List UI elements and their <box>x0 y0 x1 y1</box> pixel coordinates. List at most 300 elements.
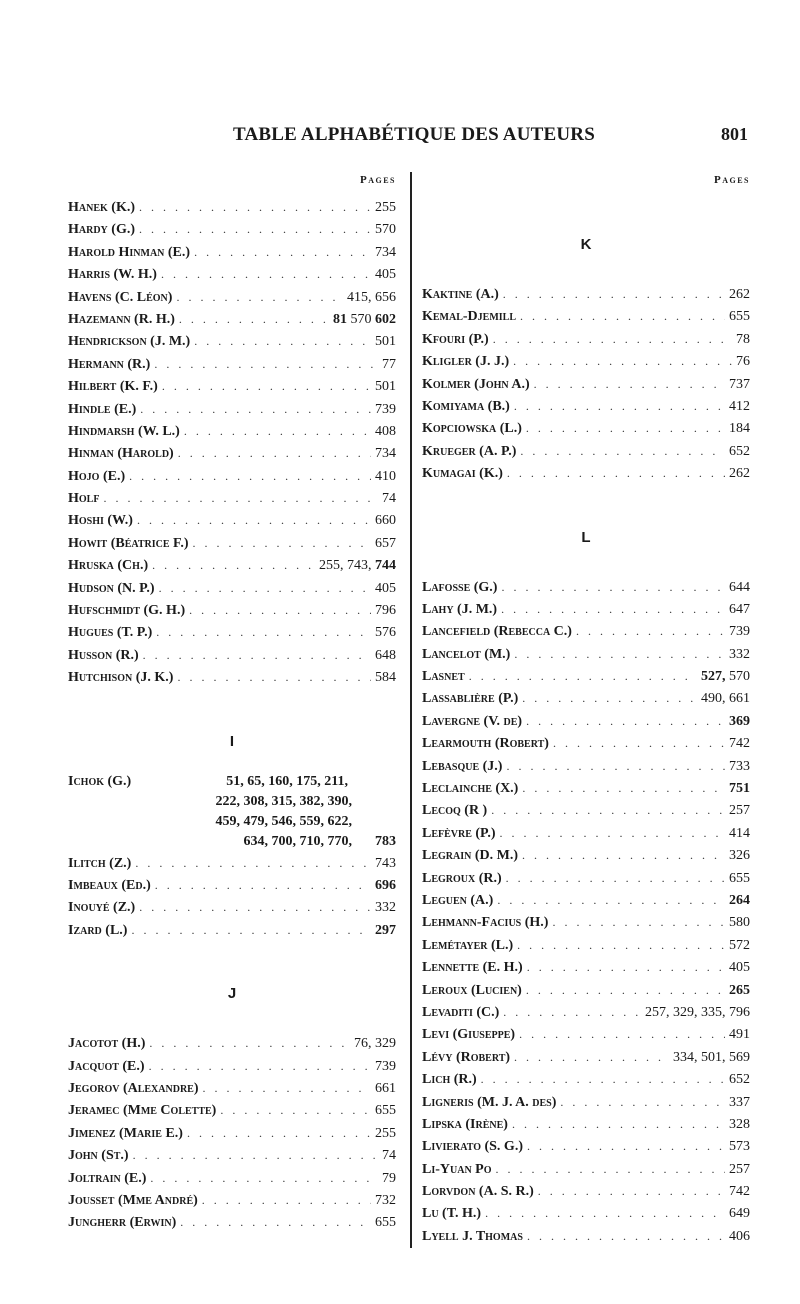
entry-page-numbers: 742 <box>729 1184 750 1200</box>
entry-pages <box>729 1024 750 1046</box>
page-number: 801 <box>721 124 748 144</box>
entry-page-numbers: 255 <box>375 200 396 215</box>
entry-pages <box>375 399 396 421</box>
entry-pages <box>375 197 396 219</box>
dot-leader <box>202 1189 371 1211</box>
entry-pages <box>729 1226 750 1248</box>
index-entry <box>422 373 750 395</box>
index-entry <box>68 1077 396 1099</box>
entry-page-bold: 751 <box>729 781 750 797</box>
dot-leader <box>517 934 725 956</box>
index-entry <box>68 621 396 643</box>
entry-page-numbers: 490, 661 <box>701 691 750 707</box>
entry-pages <box>375 1190 396 1212</box>
index-entry <box>422 867 750 889</box>
entry-page-numbers: 573 <box>729 1139 750 1155</box>
dot-leader <box>103 487 378 509</box>
entry-pages <box>375 510 396 532</box>
entry-page-numbers: 570 <box>729 669 750 685</box>
entry-pages <box>736 329 750 351</box>
entry-pages <box>333 309 396 331</box>
entry-pages <box>729 441 750 463</box>
dot-leader <box>512 1113 725 1135</box>
entry-page-numbers: 660 <box>375 513 396 529</box>
entry-name: Leclainche (X.) <box>422 781 519 797</box>
dot-leader <box>155 874 371 896</box>
entry-page-numbers: 405 <box>375 267 396 283</box>
entry-name: Hruska (Ch.) <box>68 558 149 574</box>
index-entry <box>68 1122 396 1144</box>
entry-name: Kumagai (K.) <box>422 466 503 482</box>
index-entry <box>68 554 396 576</box>
dot-leader <box>522 687 697 709</box>
index-entry <box>422 1046 750 1068</box>
entry-page-numbers: 742 <box>729 736 750 752</box>
entry-name: Jeramec (Mme Colette) <box>68 1103 217 1119</box>
entry-page-numbers: 661 <box>375 1080 396 1096</box>
entry-pages <box>319 555 396 577</box>
entry-name: Lorvdon (A. S. R.) <box>422 1184 534 1200</box>
index-entry <box>422 822 750 844</box>
dot-leader <box>469 665 697 687</box>
entry-name: Kopciowska (L.) <box>422 421 522 437</box>
pages-label: Pages <box>359 174 396 186</box>
entry-pages <box>701 688 750 710</box>
index-entry <box>68 1144 396 1166</box>
entry-name: Lich (R.) <box>422 1072 477 1088</box>
entry-page-numbers: 734 <box>375 446 396 462</box>
dot-leader <box>552 911 725 933</box>
dot-leader <box>503 1001 641 1023</box>
dot-leader <box>149 1032 350 1054</box>
entry-pages <box>729 621 750 643</box>
entry-page-numbers: 737 <box>729 376 750 392</box>
dot-leader <box>560 1091 725 1113</box>
index-entry <box>422 1113 750 1135</box>
index-entry <box>422 576 750 598</box>
entry-name: Izard (L.) <box>68 922 128 938</box>
dot-leader <box>526 417 725 439</box>
dot-leader <box>143 644 371 666</box>
entry-pages <box>375 1078 396 1100</box>
entry-page-numbers: 584 <box>375 670 396 686</box>
dot-leader <box>576 620 725 642</box>
entry-pages-line: 51, 65, 160, 175, 211, <box>226 773 348 789</box>
entry-pages <box>729 1092 750 1114</box>
entry-pages <box>729 1114 750 1136</box>
dot-leader <box>156 621 371 643</box>
index-entry <box>422 1001 750 1023</box>
index-entry <box>422 732 750 754</box>
entry-page-numbers: 262 <box>729 287 750 302</box>
entry-pages <box>729 1181 750 1203</box>
entry-pages <box>375 920 396 942</box>
dot-leader <box>485 1202 725 1224</box>
entry-pages-line: 634, 700, 710, 770, <box>243 833 352 849</box>
entry-name: Inouyé (Z.) <box>68 900 136 916</box>
entry-pages <box>729 778 750 800</box>
dot-leader <box>161 263 371 285</box>
index-entry <box>422 1068 750 1090</box>
entry-name: Hoshi (W.) <box>68 513 133 529</box>
entry-pages <box>375 331 396 353</box>
entry-name: Hanek (K.) <box>68 200 135 215</box>
entry-name: Lahy (J. M.) <box>422 601 498 617</box>
entry-page-numbers: 332 <box>375 900 396 916</box>
h-entries-list <box>68 196 396 689</box>
entry-name: Hinman (Harold) <box>68 446 174 462</box>
index-entry <box>422 598 750 620</box>
entry-pages <box>375 264 396 286</box>
index-entry <box>422 1135 750 1157</box>
entry-pages <box>701 666 750 688</box>
entry-name: Hutchison (J. K.) <box>68 670 174 686</box>
index-entry <box>68 465 396 487</box>
dot-leader <box>553 732 725 754</box>
index-entry <box>68 852 396 874</box>
entry-page-numbers: 78 <box>736 331 750 347</box>
entry-name: Kolmer (John A.) <box>422 376 530 392</box>
entry-pages <box>673 1047 750 1069</box>
entry-page-numbers: 408 <box>375 423 396 439</box>
entry-page-numbers: 648 <box>375 647 396 663</box>
index-entry <box>68 577 396 599</box>
entry-pages <box>375 600 396 622</box>
entry-page-numbers: 405 <box>729 960 750 976</box>
entry-page-numbers: 326 <box>729 848 750 864</box>
index-entry <box>422 911 750 933</box>
entry-name: Lefèvre (P.) <box>422 825 496 841</box>
entry-pages <box>729 733 750 755</box>
entry-page-numbers: 76 <box>736 354 750 370</box>
index-entry <box>422 1202 750 1224</box>
entry-name: Lipska (Irène) <box>422 1116 508 1132</box>
index-entry <box>68 896 396 918</box>
dot-leader <box>520 305 725 327</box>
index-entry <box>68 1055 396 1077</box>
entry-pages <box>729 306 750 328</box>
entry-page-numbers: 655 <box>375 1103 396 1119</box>
entry-pages <box>382 1145 396 1167</box>
entry-name: Kemal-Djemill <box>422 309 517 325</box>
entry-page-bold: 297 <box>375 922 396 938</box>
index-entry-ichok <box>68 772 396 852</box>
dot-leader <box>514 395 725 417</box>
entry-name: John (St.) <box>68 1148 129 1164</box>
entry-name: Lévy (Robert) <box>422 1049 511 1065</box>
entry-name: Levi (Giuseppe) <box>422 1027 516 1043</box>
dot-leader <box>497 889 725 911</box>
dot-leader <box>159 577 371 599</box>
index-entry <box>68 375 396 397</box>
section-letter-i: I <box>229 732 235 750</box>
dot-leader <box>506 755 725 777</box>
index-entry <box>422 1180 750 1202</box>
entry-pages <box>729 845 750 867</box>
index-entry <box>68 599 396 621</box>
entry-pages <box>729 800 750 822</box>
dot-leader <box>139 196 371 218</box>
entry-page-numbers: 501 <box>375 334 396 350</box>
entry-page-numbers: 657 <box>375 535 396 551</box>
entry-page-numbers: 652 <box>729 1072 750 1088</box>
section-letter-j: J <box>227 985 237 1003</box>
entry-pages-line: 459, 479, 546, 559, 622, <box>215 813 352 829</box>
dot-leader <box>137 509 371 531</box>
index-entry <box>68 286 396 308</box>
entry-pages <box>729 644 750 666</box>
entry-name: Leroux (Lucien) <box>422 982 522 998</box>
dot-leader <box>177 666 371 688</box>
entry-name: Ligneris (M. J. A. des) <box>422 1094 557 1110</box>
dot-leader <box>203 1077 371 1099</box>
dot-leader <box>178 442 371 464</box>
entry-page-bold: 527, <box>701 669 726 685</box>
entry-pages <box>729 756 750 778</box>
entry-page-numbers: 570 <box>350 311 372 327</box>
index-entry <box>68 263 396 285</box>
entry-name: Lebasque (J.) <box>422 758 503 774</box>
entry-page-numbers: 491 <box>729 1027 750 1043</box>
entry-name: Lancefield (Rebecca C.) <box>422 624 572 640</box>
dot-leader <box>135 852 371 874</box>
entry-page-numbers: 184 <box>729 421 750 437</box>
entry-pages <box>736 351 750 373</box>
index-entry <box>68 666 396 688</box>
entry-pages <box>382 354 396 376</box>
entry-name: Jousset (Mme André) <box>68 1192 198 1208</box>
dot-leader <box>133 1144 378 1166</box>
dot-leader <box>522 777 725 799</box>
index-entry <box>422 620 750 642</box>
index-entry <box>68 1032 396 1054</box>
entry-page-numbers: 732 <box>375 1192 396 1208</box>
index-entry <box>422 1158 750 1180</box>
entry-page-numbers: 414 <box>729 825 750 841</box>
index-entry <box>68 1167 396 1189</box>
entry-name: Harris (W. H.) <box>68 267 157 283</box>
index-entry <box>422 328 750 350</box>
entry-pages <box>375 667 396 689</box>
entry-pages <box>375 1212 396 1234</box>
entry-page-numbers: 257, 329, 335, 796 <box>645 1004 750 1020</box>
index-entry <box>422 710 750 732</box>
entry-pages <box>729 890 750 912</box>
entry-page-numbers: 570 <box>375 222 396 238</box>
dot-leader <box>194 330 371 352</box>
entry-name: Li-Yuan Po <box>422 1161 492 1177</box>
entry-page-bold: 744 <box>375 558 396 574</box>
entry-name: Lecoq (R ) <box>422 803 488 819</box>
entry-pages <box>382 1168 396 1190</box>
entry-name: Kaktine (A.) <box>422 287 499 302</box>
entry-page-numbers: 734 <box>375 244 396 260</box>
entry-pages <box>729 463 750 485</box>
entry-name: Husson (R.) <box>68 647 139 663</box>
index-entry <box>422 687 750 709</box>
entry-pages <box>354 1033 396 1055</box>
entry-pages <box>729 374 750 396</box>
entry-page-numbers: 255 <box>375 1125 396 1141</box>
dot-leader <box>527 956 725 978</box>
entry-pages <box>375 897 396 919</box>
entry-page-bold: 369 <box>729 713 750 729</box>
entry-pages-line: 222, 308, 315, 382, 390, <box>215 793 352 809</box>
entry-page-numbers: 652 <box>729 443 750 459</box>
index-entry <box>68 487 396 509</box>
entry-pages <box>375 853 396 875</box>
entry-pages <box>729 935 750 957</box>
dot-leader <box>538 1180 725 1202</box>
right-column <box>422 172 750 1247</box>
dot-leader <box>139 218 371 240</box>
dot-leader <box>503 283 725 305</box>
page-header <box>0 124 800 152</box>
dot-leader <box>527 1135 725 1157</box>
index-entry <box>422 1023 750 1045</box>
entry-page-numbers: 328 <box>729 1116 750 1132</box>
l-entries-list <box>422 576 750 1248</box>
entry-pages <box>375 421 396 443</box>
dot-leader <box>162 375 371 397</box>
entry-name: Hendrickson (J. M.) <box>68 334 191 350</box>
index-entry <box>68 218 396 240</box>
entry-page-numbers: 796 <box>375 603 396 619</box>
dot-leader <box>526 979 725 1001</box>
dot-leader <box>140 398 371 420</box>
index-entry <box>422 934 750 956</box>
entry-pages <box>375 622 396 644</box>
dot-leader <box>522 844 725 866</box>
entry-name: Kfouri (P.) <box>422 331 489 347</box>
entry-name: Lassablière (P.) <box>422 691 519 707</box>
entry-pages <box>382 488 396 510</box>
dot-leader <box>491 799 725 821</box>
entry-name: Hilbert (K. F.) <box>68 379 158 395</box>
entry-name: Hudson (N. P.) <box>68 580 155 596</box>
entry-pages <box>375 1123 396 1145</box>
entry-page-numbers: 262 <box>729 466 750 482</box>
entry-page-numbers: 649 <box>729 1206 750 1222</box>
dot-leader <box>496 1158 726 1180</box>
dot-leader <box>154 353 378 375</box>
entry-page-numbers: 410 <box>375 468 396 484</box>
entry-page-numbers: 655 <box>729 870 750 886</box>
entry-pages <box>375 376 396 398</box>
dot-leader <box>501 598 725 620</box>
entry-pages <box>645 1002 750 1024</box>
entry-page-numbers: 572 <box>729 937 750 953</box>
index-entry <box>422 665 750 687</box>
entry-page-numbers: 412 <box>729 398 750 414</box>
section-letter-l: L <box>581 528 591 546</box>
index-entry <box>422 844 750 866</box>
index-entry <box>68 644 396 666</box>
index-entry <box>422 283 750 305</box>
entry-page-bold: 81 <box>333 311 347 327</box>
entry-name: Hugues (T. P.) <box>68 625 153 641</box>
j-entries-list <box>68 1032 396 1234</box>
entry-name: Joltrain (E.) <box>68 1170 147 1186</box>
dot-leader <box>514 1046 669 1068</box>
dot-leader <box>513 350 732 372</box>
entry-name: Holf <box>68 491 100 507</box>
entry-page-numbers: 739 <box>375 401 396 417</box>
dot-leader <box>506 867 725 889</box>
entry-name: Lennette (E. H.) <box>422 960 523 976</box>
entry-name: Harold Hinman (E.) <box>68 244 191 260</box>
entry-pages <box>729 823 750 845</box>
entry-pages <box>729 957 750 979</box>
entry-pages <box>375 443 396 465</box>
entry-pages <box>729 912 750 934</box>
entry-name: Lehmann-Facius (H.) <box>422 915 549 931</box>
entry-pages <box>729 1136 750 1158</box>
entry-pages <box>375 242 396 264</box>
dot-leader <box>514 643 725 665</box>
index-entry <box>422 305 750 327</box>
entry-name: Lasnet <box>422 669 465 685</box>
entry-page-numbers: 74 <box>382 491 396 507</box>
entry-name: Legroux (R.) <box>422 870 502 886</box>
entry-pages <box>729 711 750 733</box>
entry-pages <box>729 396 750 418</box>
entry-page-numbers: 77 <box>382 356 396 372</box>
dot-leader <box>493 328 732 350</box>
entry-name: Lemétayer (L.) <box>422 937 514 953</box>
index-entry <box>422 956 750 978</box>
entry-name: Learmouth (Robert) <box>422 736 549 752</box>
entry-name: Hindmarsh (W. L.) <box>68 423 180 439</box>
entry-pages <box>729 418 750 440</box>
index-entry <box>422 979 750 1001</box>
dot-leader <box>180 1211 371 1233</box>
index-entry <box>68 874 396 896</box>
entry-page-numbers: 739 <box>375 1058 396 1074</box>
dot-leader <box>152 554 315 576</box>
entry-page-numbers: 257 <box>729 803 750 819</box>
dot-leader <box>519 1023 725 1045</box>
entry-page-numbers: 332 <box>729 646 750 662</box>
entry-pages <box>729 1159 750 1181</box>
entry-page-numbers: 743 <box>375 855 396 871</box>
index-entry <box>68 330 396 352</box>
index-entry <box>68 308 396 330</box>
entry-page-numbers: 337 <box>729 1094 750 1110</box>
entry-pages <box>729 1069 750 1091</box>
index-entry <box>68 353 396 375</box>
entry-pages <box>729 284 750 306</box>
entry-pages <box>375 466 396 488</box>
entry-page-final: 783 <box>375 833 396 849</box>
pages-label: Pages <box>713 174 750 186</box>
dot-leader <box>192 532 371 554</box>
entry-name: Hazemann (R. H.) <box>68 311 175 327</box>
dot-leader <box>189 599 371 621</box>
index-entry <box>422 777 750 799</box>
index-entry <box>68 1099 396 1121</box>
dot-leader <box>149 1055 371 1077</box>
entry-name: Howit (Béatrice F.) <box>68 535 189 551</box>
index-entry <box>68 196 396 218</box>
entry-name: Hindle (E.) <box>68 401 137 417</box>
entry-name: Jegorov (Alexandre) <box>68 1080 199 1096</box>
entry-page-numbers: 255, 743, <box>319 558 372 574</box>
entry-name: Imbeaux (Ed.) <box>68 877 151 893</box>
entry-page-numbers: 739 <box>729 624 750 640</box>
entry-name: Havens (C. Léon) <box>68 289 173 305</box>
index-entry <box>422 395 750 417</box>
